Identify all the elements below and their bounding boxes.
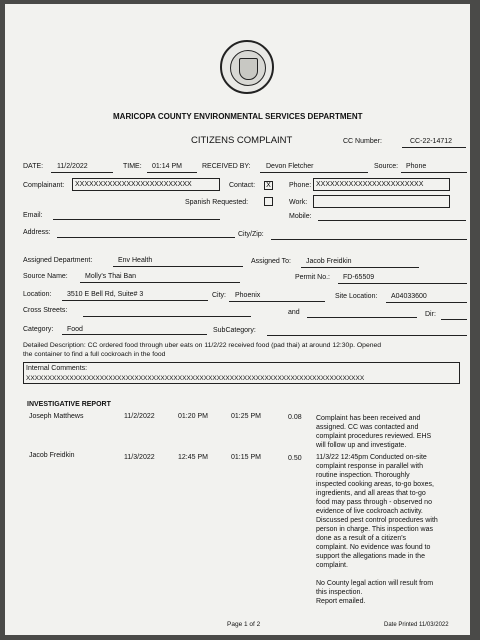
- entry-note-line: 11/3/22 12:45pm Conducted on-site: [316, 454, 427, 461]
- address-label: Address:: [23, 229, 51, 236]
- entry-note-line: ingredients, and all areas that to-go: [316, 490, 426, 497]
- spanish-requested-label: Spanish Requested:: [185, 199, 249, 206]
- entry-note-line: Discussed pest control procedures with: [316, 517, 438, 524]
- received-by-value: Devon Fletcher: [266, 163, 314, 170]
- category-label: Category:: [23, 326, 54, 333]
- city-label: City:: [212, 292, 226, 299]
- internal-comments-label: Internal Comments:: [26, 365, 88, 372]
- location-value: 3510 E Bell Rd, Suite# 3: [67, 291, 144, 298]
- contact-label: Contact:: [229, 182, 256, 189]
- direction-label: Dir:: [425, 311, 436, 318]
- subcategory-label: SubCategory:: [213, 327, 256, 334]
- entry-note-line: Report emailed.: [316, 598, 366, 605]
- cc-number-label: CC Number:: [343, 138, 382, 145]
- spanish-requested-checkbox[interactable]: [264, 197, 273, 206]
- entry-note-line: food may pass through - observed no: [316, 499, 432, 506]
- permit-label: Permit No.:: [295, 274, 331, 281]
- entry-start-time: 12:45 PM: [178, 454, 208, 461]
- phone-value: XXXXXXXXXXXXXXXXXXXXXXX: [316, 181, 424, 188]
- investigative-report-title: INVESTIGATIVE REPORT: [27, 401, 111, 408]
- cross-streets-label: Cross Streets:: [23, 307, 68, 314]
- entry-note-line: complaint. No evidence was found to: [316, 544, 431, 551]
- site-location-label: Site Location:: [335, 293, 378, 300]
- phone-field: [313, 178, 450, 191]
- mobile-label: Mobile:: [289, 213, 312, 220]
- assigned-to-value: Jacob Freidkin: [306, 258, 352, 265]
- complainant-value: XXXXXXXXXXXXXXXXXXXXXXXXX: [75, 181, 192, 188]
- form-title: CITIZENS COMPLAINT: [191, 135, 293, 146]
- investigator-name: Joseph Matthews: [29, 413, 84, 420]
- date-printed: Date Printed 11/03/2022: [384, 622, 449, 628]
- entry-date: 11/2/2022: [124, 413, 155, 420]
- entry-note-line: done as a result of a citizen's: [316, 535, 407, 542]
- location-label: Location:: [23, 291, 52, 298]
- cc-number-value: CC-22-14712: [410, 138, 453, 145]
- source-name-value: Molly's Thai Ban: [85, 273, 137, 280]
- internal-comments-box: [23, 362, 460, 384]
- cross-streets-and-label: and: [288, 309, 300, 316]
- contact-checkbox[interactable]: X: [264, 181, 273, 190]
- permit-value: FD-65509: [343, 274, 375, 281]
- entry-note-line: routine inspection. Thoroughly: [316, 472, 410, 479]
- entry-end-time: 01:15 PM: [231, 454, 261, 461]
- entry-note-line: complaint response in parallel with: [316, 463, 423, 470]
- date-value: 11/2/2022: [57, 163, 88, 170]
- entry-note-line: support the allegations made in the: [316, 553, 425, 560]
- description-line-2: the container to find a full cockroach in the food: [23, 351, 166, 358]
- entry-note-line: inspected cooking areas, to-go boxes,: [316, 481, 434, 488]
- department-title: MARICOPA COUNTY ENVIRONMENTAL SERVICES DEPARTMENT: [113, 112, 363, 121]
- document-page: [5, 4, 470, 635]
- assigned-department-value: Env Health: [118, 257, 153, 264]
- city-zip-label: City/Zip:: [238, 231, 264, 238]
- entry-note-line: will follow up and investigate.: [316, 442, 407, 449]
- source-label: Source:: [374, 163, 399, 170]
- entry-end-time: 01:25 PM: [231, 413, 261, 420]
- entry-note-line: this inspection.: [316, 589, 363, 596]
- page-number: Page 1 of 2: [227, 621, 261, 628]
- email-label: Email:: [23, 212, 43, 219]
- entry-start-time: 01:20 PM: [178, 413, 208, 420]
- category-value: Food: [67, 326, 83, 333]
- city-value: Phoenix: [235, 292, 261, 299]
- entry-note-line: complaint procedures reviewed. EHS: [316, 433, 432, 440]
- phone-label: Phone:: [289, 182, 312, 189]
- complainant-label: Complainant:: [23, 182, 65, 189]
- work-label: Work:: [289, 199, 308, 206]
- complainant-field: [72, 178, 220, 191]
- assigned-to-label: Assigned To:: [251, 258, 291, 265]
- site-location-value: A04033600: [391, 293, 427, 300]
- entry-note-line: complaint.: [316, 562, 348, 569]
- assigned-department-label: Assigned Department:: [23, 257, 93, 264]
- entry-note-line: Complaint has been received and: [316, 415, 421, 422]
- time-label: TIME:: [123, 163, 142, 170]
- source-name-label: Source Name:: [23, 273, 68, 280]
- investigator-name: Jacob Freidkin: [29, 452, 75, 459]
- description-line-1: Detailed Description: CC ordered food through uber eats on 11/2/22 received food (pad thai) at around 12:30p. Opened: [23, 342, 382, 349]
- county-seal-icon: [220, 40, 274, 94]
- time-value: 01:14 PM: [152, 163, 182, 170]
- entry-date: 11/3/2022: [124, 454, 155, 461]
- entry-note-line: evidence of live cockroach activity.: [316, 508, 423, 515]
- entry-note-line: assigned. CC was contacted and: [316, 424, 419, 431]
- entry-note-line: No County legal action will result from: [316, 580, 434, 587]
- internal-comments-value: XXXXXXXXXXXXXXXXXXXXXXXXXXXXXXXXXXXXXXXXXXXXXXXXXXXXXXXXXXXXXXXXXXXXXXXXXXXXXX: [26, 375, 365, 382]
- received-by-label: RECEIVED BY:: [202, 163, 251, 170]
- entry-hours: 0.50: [288, 455, 302, 462]
- entry-hours: 0.08: [288, 414, 302, 421]
- source-value: Phone: [406, 163, 427, 170]
- work-phone-field: [313, 195, 450, 208]
- entry-note-line: person in charge. This inspection was: [316, 526, 433, 533]
- date-label: DATE:: [23, 163, 44, 170]
